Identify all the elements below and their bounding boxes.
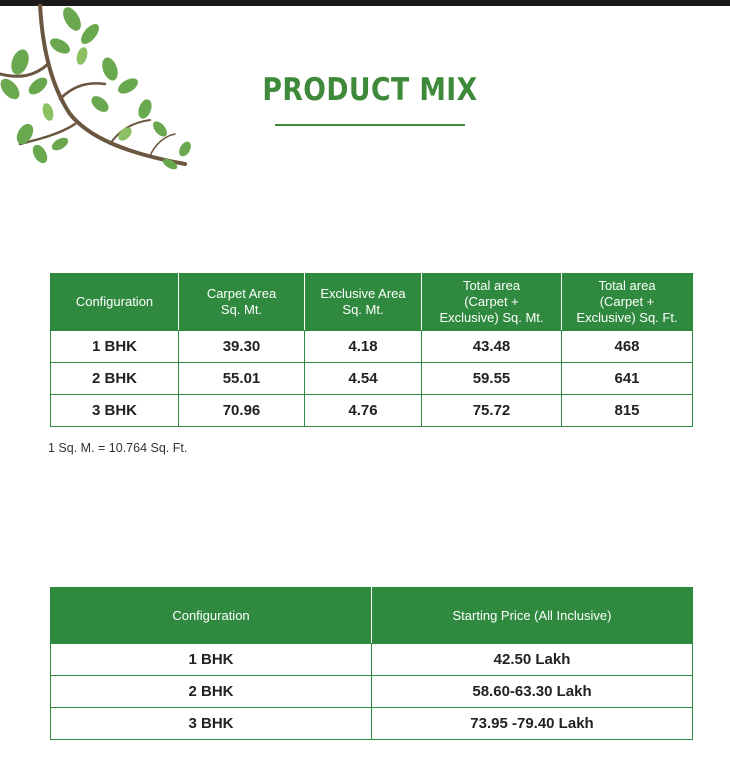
table-cell: 4.18 <box>305 331 422 363</box>
column-header-line: Sq. Mt. <box>342 302 384 317</box>
column-header-line: Total area <box>462 278 521 293</box>
column-header <box>562 274 693 331</box>
table-cell: 55.01 <box>179 363 305 395</box>
table-cell: 1 BHK <box>51 331 179 363</box>
column-header-line: Exclusive Area <box>320 286 406 301</box>
page-title: PRODUCT MIX <box>262 72 478 108</box>
table-cell: 2 BHK <box>51 363 179 395</box>
conversion-note: 1 Sq. M. = 10.764 Sq. Ft. <box>48 441 188 455</box>
table-cell: 2 BHK <box>51 676 372 708</box>
table-cell: 4.76 <box>305 395 422 427</box>
table-cell: 4.54 <box>305 363 422 395</box>
column-header <box>179 274 305 331</box>
column-header <box>51 274 179 331</box>
tree-branch-icon <box>0 4 200 182</box>
column-header <box>305 274 422 331</box>
table-cell: 815 <box>562 395 693 427</box>
table-cell: 43.48 <box>422 331 562 363</box>
table-row <box>51 644 693 676</box>
column-header-line: (Carpet + <box>599 294 655 309</box>
table-header-row <box>51 274 693 331</box>
table-cell: 468 <box>562 331 693 363</box>
table-cell: 59.55 <box>422 363 562 395</box>
column-header-line: Configuration <box>75 294 154 309</box>
table-cell: 70.96 <box>179 395 305 427</box>
table-cell: 1 BHK <box>51 644 372 676</box>
table-cell: 58.60-63.30 Lakh <box>372 676 693 708</box>
title-underline <box>275 124 465 126</box>
pricing-table <box>50 587 693 740</box>
column-header-line: Exclusive) Sq. Mt. <box>439 310 544 325</box>
column-header <box>422 274 562 331</box>
table-header-row <box>51 588 693 644</box>
table-row <box>51 708 693 740</box>
table-cell: 75.72 <box>422 395 562 427</box>
column-header-line: Total area <box>598 278 656 293</box>
table-cell: 39.30 <box>179 331 305 363</box>
table-cell: 641 <box>562 363 693 395</box>
column-header-line: (Carpet + <box>464 294 519 309</box>
table-cell: 42.50 Lakh <box>372 644 693 676</box>
column-header: Configuration <box>51 588 372 644</box>
table-cell: 3 BHK <box>51 708 372 740</box>
table-row <box>51 395 693 427</box>
column-header-line: Carpet Area <box>206 286 277 301</box>
table-cell: 3 BHK <box>51 395 179 427</box>
column-header-line: Sq. Mt. <box>220 302 263 317</box>
column-header: Starting Price (All Inclusive) <box>372 588 693 644</box>
column-header-line: Exclusive) Sq. Ft. <box>576 310 678 325</box>
table-row <box>51 331 693 363</box>
table-row <box>51 363 693 395</box>
table-row <box>51 676 693 708</box>
product-mix-table <box>50 273 693 427</box>
table-cell: 73.95 -79.40 Lakh <box>372 708 693 740</box>
